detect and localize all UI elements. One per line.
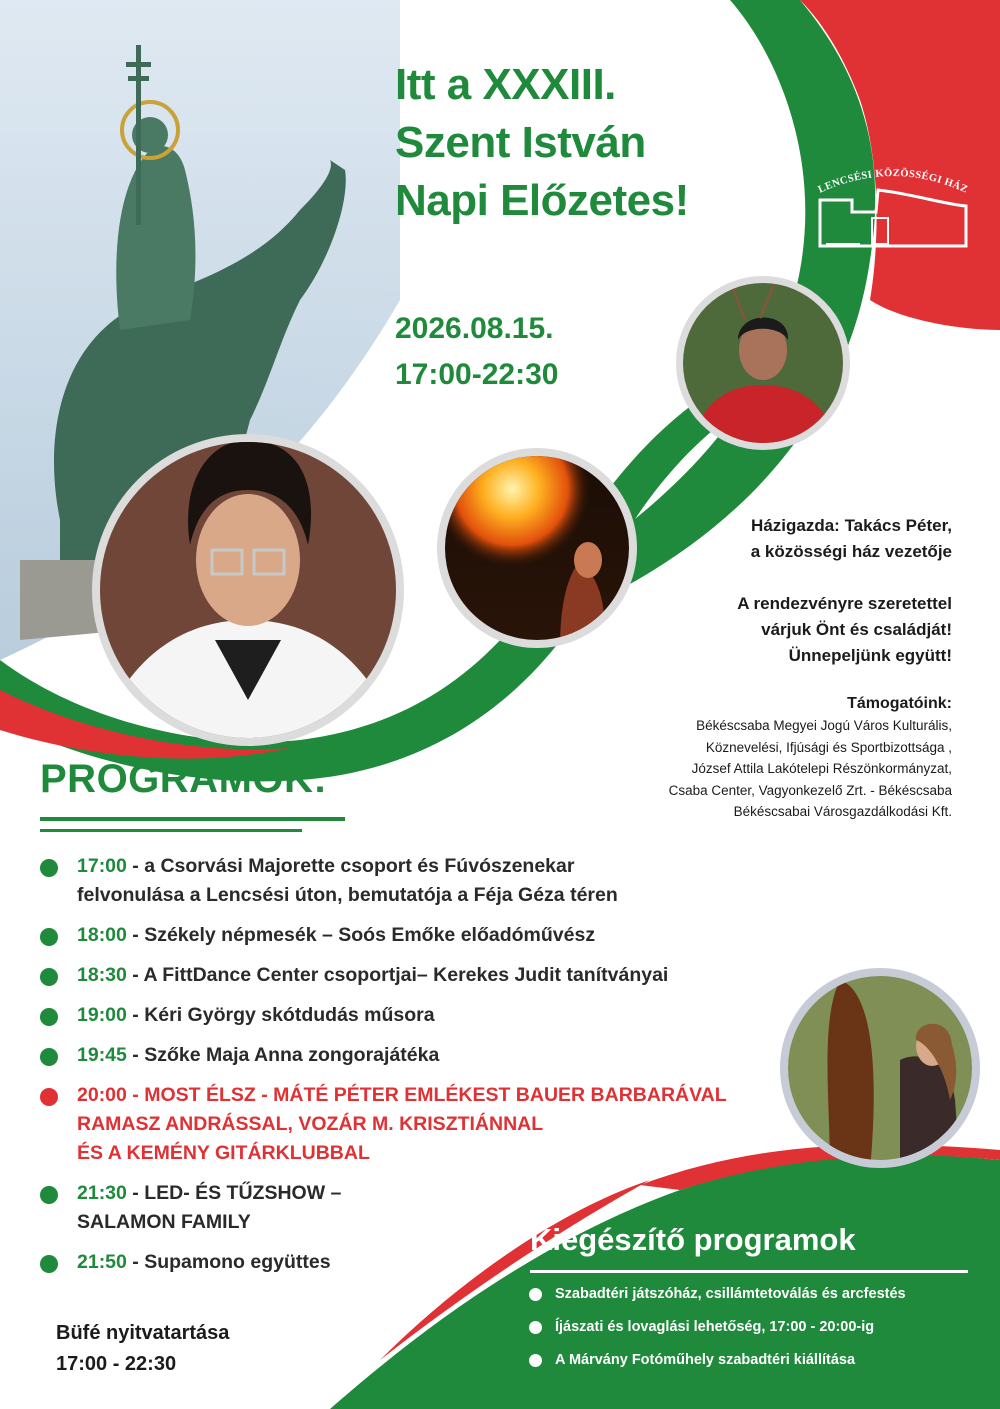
sponsor-line: Békéscsaba Megyei Jogú Város Kulturális, [696, 718, 952, 733]
logo-text: LENCSÉSI KÖZÖSSÉGI HÁZ [816, 167, 970, 196]
program-item [40, 921, 780, 950]
bullet-dot-icon [529, 1321, 542, 1334]
sponsors-title: Támogatóink: [847, 695, 952, 712]
program-time: 18:30 [77, 964, 127, 986]
program-text: - Szőke Maja Anna zongorajátéka [126, 1044, 440, 1066]
singer-portrait-photo [90, 434, 410, 760]
program-item [40, 852, 780, 910]
host-line-2: a közösségi ház vezetője [750, 542, 952, 561]
program-time: 18:00 [77, 924, 127, 946]
sponsor-line: Köznevelési, Ifjúsági és Sportbizottsága , [705, 739, 952, 755]
program-time: 17:00 [77, 855, 127, 877]
program-item-highlight [40, 1081, 780, 1168]
program-text: - LED- ÉS TŰZSHOW – [126, 1182, 342, 1204]
program-time: 21:50 [77, 1251, 127, 1273]
extra-item [529, 1349, 969, 1372]
program-text: - a Csorvási Majorette csoport és Fúvószenekar [126, 855, 575, 877]
invite-text [612, 591, 952, 669]
program-item [40, 1041, 780, 1070]
program-item [40, 961, 780, 990]
female-singer-photo [676, 276, 850, 450]
girl-with-horse-photo [780, 968, 980, 1170]
sponsor-line: Békéscsabai Városgazdálkodási Kft. [733, 804, 952, 819]
bullet-dot-icon [40, 1088, 58, 1106]
buffet-time: 17:00 - 22:30 [56, 1353, 177, 1375]
extra-item [529, 1283, 969, 1306]
fire-breather-photo [437, 425, 640, 650]
bullet-dot-icon [40, 968, 58, 986]
program-text: - MOST ÉLSZ - MÁTÉ PÉTER EMLÉKEST BAUER BARBARÁVAL [126, 1084, 727, 1106]
bullet-dot-icon [40, 1255, 58, 1273]
program-time: 19:00 [77, 1004, 127, 1026]
program-text-cont: RAMASZ ANDRÁSSAL, VOZÁR M. KRISZTIÁNNAL [77, 1113, 544, 1135]
event-time: 17:00-22:30 [395, 358, 559, 391]
bullet-dot-icon [40, 928, 58, 946]
extra-text: A Márvány Fotóműhely szabadtéri kiállítása [555, 1352, 856, 1368]
invite-line-2: várjuk Önt és családját! [761, 620, 952, 639]
bullet-dot-icon [40, 1186, 58, 1204]
program-time: 19:45 [77, 1044, 127, 1066]
program-text: - Supamono együttes [126, 1251, 331, 1273]
sponsors [532, 693, 952, 823]
programs-title: PROGRAMOK: [40, 757, 328, 801]
bullet-dot-icon [40, 859, 58, 877]
program-text-cont: SALAMON FAMILY [77, 1211, 251, 1233]
buffet-hours [56, 1318, 229, 1380]
buffet-title: Büfé nyitvatartása [56, 1322, 230, 1344]
headline-line-3: Napi Előzetes! [395, 176, 689, 225]
bullet-dot-icon [40, 1048, 58, 1066]
extras-list [529, 1283, 969, 1382]
sponsor-line: Csaba Center, Vagyonkezelő Zrt. - Békéscsaba [668, 782, 952, 798]
community-house-logo-icon [812, 160, 974, 252]
event-datetime [395, 306, 558, 398]
extra-text: Szabadtéri játszóház, csillámtetoválás és arcfestés [555, 1286, 906, 1302]
program-text: - A FittDance Center csoportjai– Kerekes Judit tanítványai [126, 964, 669, 986]
bullet-dot-icon [529, 1288, 542, 1301]
bullet-dot-icon [40, 1008, 58, 1026]
headline-line-1: Itt a XXXIII. [395, 60, 616, 109]
program-text: - Székely népmesék – Soós Emőke előadóművész [126, 924, 596, 946]
host-line-1: Házigazda: Takács Péter, [751, 516, 952, 535]
sponsor-line: József Attila Lakótelepi Részönkormányzat, [691, 761, 952, 776]
invite-line-1: A rendezvényre szeretettel [737, 594, 952, 613]
event-date: 2026.08.15. [395, 312, 554, 345]
program-item [40, 1001, 780, 1030]
program-text-cont: ÉS A KEMÉNY GITÁRKLUBBAL [77, 1142, 370, 1164]
program-text-cont: felvonulása a Lencsési úton, bemutatója a Féja Géza téren [77, 884, 618, 906]
program-time: 20:00 [77, 1084, 127, 1106]
extra-text: Íjászati és lovaglási lehetőség, 17:00 - 20:00-ig [555, 1319, 875, 1335]
program-text: - Kéri György skótdudás műsora [126, 1004, 435, 1026]
headline [395, 56, 755, 230]
program-time: 21:30 [77, 1182, 127, 1204]
invite-line-3: Ünnepeljünk együtt! [788, 646, 952, 665]
headline-line-2: Szent István [395, 118, 646, 167]
extra-item [529, 1316, 969, 1339]
extras-title: Kiegészítő programok [530, 1222, 856, 1257]
host-info [632, 513, 952, 565]
bullet-dot-icon [529, 1354, 542, 1367]
